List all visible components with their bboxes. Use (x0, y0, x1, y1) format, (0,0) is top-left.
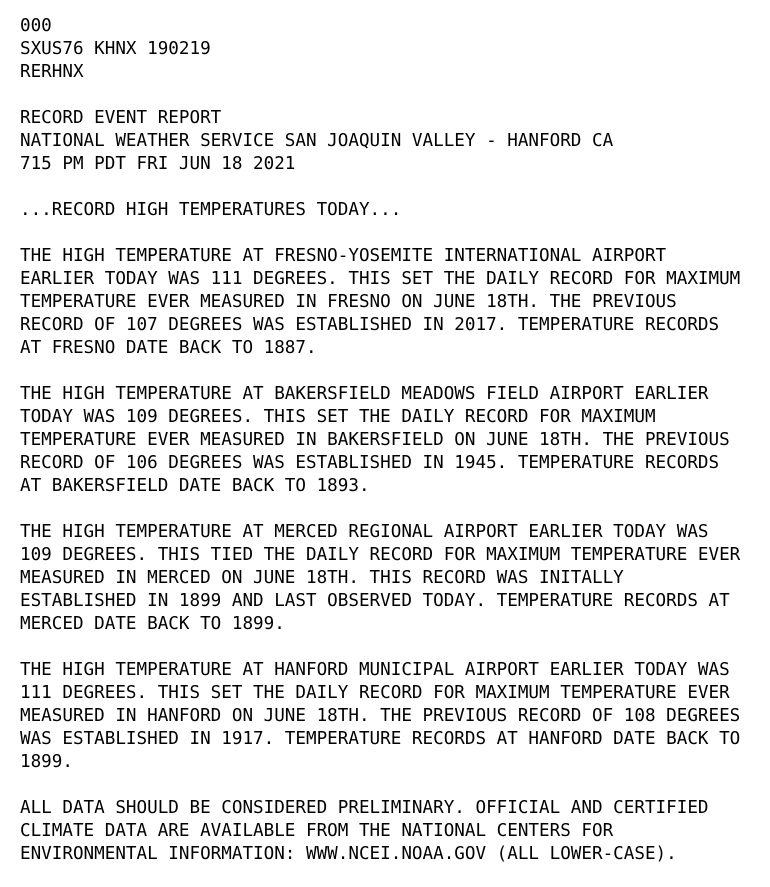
blank-line (20, 360, 740, 383)
paragraph-line: MEASURED IN HANFORD ON JUNE 18TH. THE PREVIOUS RECORD OF 108 DEGREES (20, 706, 741, 726)
awips-id: RERHNX (20, 62, 84, 82)
paragraph-line: TEMPERATURE EVER MEASURED IN BAKERSFIELD ON JUNE 18TH. THE PREVIOUS (20, 430, 730, 450)
paragraph-line: WAS ESTABLISHED IN 1917. TEMPERATURE RECORDS AT HANFORD DATE BACK TO (20, 729, 741, 749)
paragraph-line: CLIMATE DATA ARE AVAILABLE FROM THE NATIONAL CENTERS FOR (20, 821, 614, 841)
blank-line (20, 176, 740, 199)
product-code: 000 (20, 16, 52, 36)
wmo-header: SXUS76 KHNX 190219 (20, 39, 211, 59)
product-name: RECORD EVENT REPORT (20, 108, 222, 128)
paragraph-line: THE HIGH TEMPERATURE AT FRESNO-YOSEMITE INTERNATIONAL AIRPORT (20, 246, 667, 266)
blank-line (20, 636, 740, 659)
paragraph-fresno (20, 245, 740, 360)
paragraph-bakersfield (20, 383, 740, 498)
paragraph-merced (20, 521, 740, 636)
blank-line (20, 774, 740, 797)
blank-line (20, 222, 740, 245)
paragraph-line: THE HIGH TEMPERATURE AT MERCED REGIONAL AIRPORT EARLIER TODAY WAS (20, 522, 709, 542)
paragraph-disclaimer (20, 797, 740, 866)
title-block (20, 107, 740, 176)
paragraph-line: EARLIER TODAY WAS 111 DEGREES. THIS SET THE DAILY RECORD FOR MAXIMUM (20, 269, 741, 289)
paragraph-line: MEASURED IN MERCED ON JUNE 18TH. THIS RECORD WAS INITALLY (20, 568, 624, 588)
product-header (20, 15, 740, 84)
paragraph-line: TEMPERATURE EVER MEASURED IN FRESNO ON JUNE 18TH. THE PREVIOUS (20, 292, 677, 312)
paragraph-line: ALL DATA SHOULD BE CONSIDERED PRELIMINARY. OFFICIAL AND CERTIFIED (20, 798, 709, 818)
paragraph-line: THE HIGH TEMPERATURE AT BAKERSFIELD MEADOWS FIELD AIRPORT EARLIER (20, 384, 709, 404)
paragraph-line: 111 DEGREES. THIS SET THE DAILY RECORD FOR MAXIMUM TEMPERATURE EVER (20, 683, 730, 703)
blank-line (20, 84, 740, 107)
record-event-report (20, 15, 740, 866)
paragraph-line: TODAY WAS 109 DEGREES. THIS SET THE DAILY RECORD FOR MAXIMUM (20, 407, 656, 427)
paragraph-line: 1899. (20, 752, 73, 772)
paragraph-line: RECORD OF 107 DEGREES WAS ESTABLISHED IN 2017. TEMPERATURE RECORDS (20, 315, 720, 335)
paragraph-line: AT BAKERSFIELD DATE BACK TO 1893. (20, 476, 370, 496)
paragraph-line: 109 DEGREES. THIS TIED THE DAILY RECORD FOR MAXIMUM TEMPERATURE EVER (20, 545, 741, 565)
paragraph-line: ESTABLISHED IN 1899 AND LAST OBSERVED TODAY. TEMPERATURE RECORDS AT (20, 591, 730, 611)
paragraph-line: AT FRESNO DATE BACK TO 1887. (20, 338, 317, 358)
paragraph-line: MERCED DATE BACK TO 1899. (20, 614, 285, 634)
headline: ...RECORD HIGH TEMPERATURES TODAY... (20, 200, 402, 220)
paragraph-hanford (20, 659, 740, 774)
issuing-office: NATIONAL WEATHER SERVICE SAN JOAQUIN VALLEY - HANFORD CA (20, 131, 614, 151)
blank-line (20, 498, 740, 521)
issue-time: 715 PM PDT FRI JUN 18 2021 (20, 154, 296, 174)
paragraph-line: ENVIRONMENTAL INFORMATION: WWW.NCEI.NOAA.GOV (ALL LOWER-CASE). (20, 844, 677, 864)
paragraph-line: THE HIGH TEMPERATURE AT HANFORD MUNICIPAL AIRPORT EARLIER TODAY WAS (20, 660, 730, 680)
paragraph-line: RECORD OF 106 DEGREES WAS ESTABLISHED IN 1945. TEMPERATURE RECORDS (20, 453, 720, 473)
